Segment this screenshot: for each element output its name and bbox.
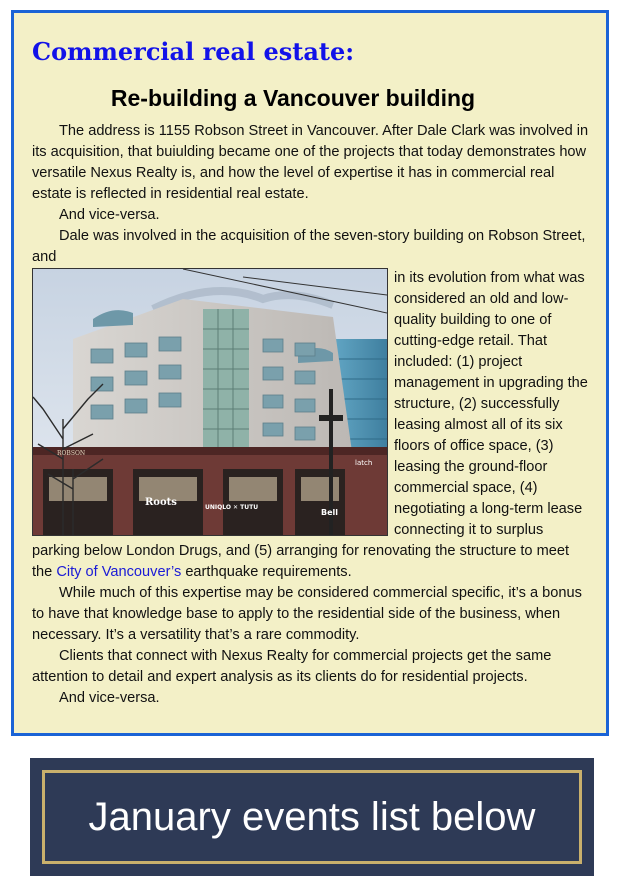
sign-bell: Bell [321,508,339,517]
building-photo-graphic [33,269,387,535]
paragraph-clients: Clients that connect with Nexus Realty for commercial projects get the same attention to detail and expert analysis as its clients do for residential projects. [32,648,552,685]
sign-robson: ROBSON [57,450,86,457]
building-photo [32,268,388,536]
sign-latch: latch [355,459,373,467]
paragraph-acquisition [32,226,592,583]
sign-uniqlo: UNIQLO ✕ TUTU [205,504,259,511]
article-body [32,121,592,709]
sign-roots: Roots [145,497,177,508]
paragraph-acquisition-text: in its evolution from what was considered an old and low-quality building to one of cutting-edge retail. That included: (1) project management in upgrading the structure, (2) successfully leasing almost all of its six floors of office space, (3) leasing the ground-floor commercial space, (4) negotiating a long-term lease connecting it to surplus parking below London Drugs, and (5) arranging for renovating the structure to meet the [32,270,588,580]
paragraph-acquisition-end: earthquake requirements. [181,564,352,580]
paragraph-acquisition-intro: Dale was involved in the acquisition of the seven-story building on Robson Street, and [32,228,586,265]
article-card [11,10,609,736]
paragraph-vice-versa: And vice-versa. [59,207,160,223]
paragraph-address: The address is 1155 Robson Street in Vancouver. After Dale Clark was involved in its acquisition, that buiulding became one of the projects that today demonstrates how versatile Nexus Realty is, and how the level of expertise it has in commercial real estate is reflected in residential real estate. [32,123,589,202]
paragraph-expertise: While much of this expertise may be considered commercial specific, it’s a bonus to have that knowledge base to apply to the residential side of the business, when necessary. It’s a versatility that’s a rare commodity. [32,585,582,643]
events-banner-frame [42,770,582,864]
city-of-vancouver-link[interactable]: City of Vancouver’s [56,564,182,580]
events-banner-label: January events list below [88,794,536,839]
events-banner[interactable] [30,758,594,876]
section-heading: Commercial real estate: [32,37,355,66]
paragraph-vice-versa-closing: And vice-versa. [59,690,160,706]
article-title: Re-building a Vancouver building [110,85,476,111]
